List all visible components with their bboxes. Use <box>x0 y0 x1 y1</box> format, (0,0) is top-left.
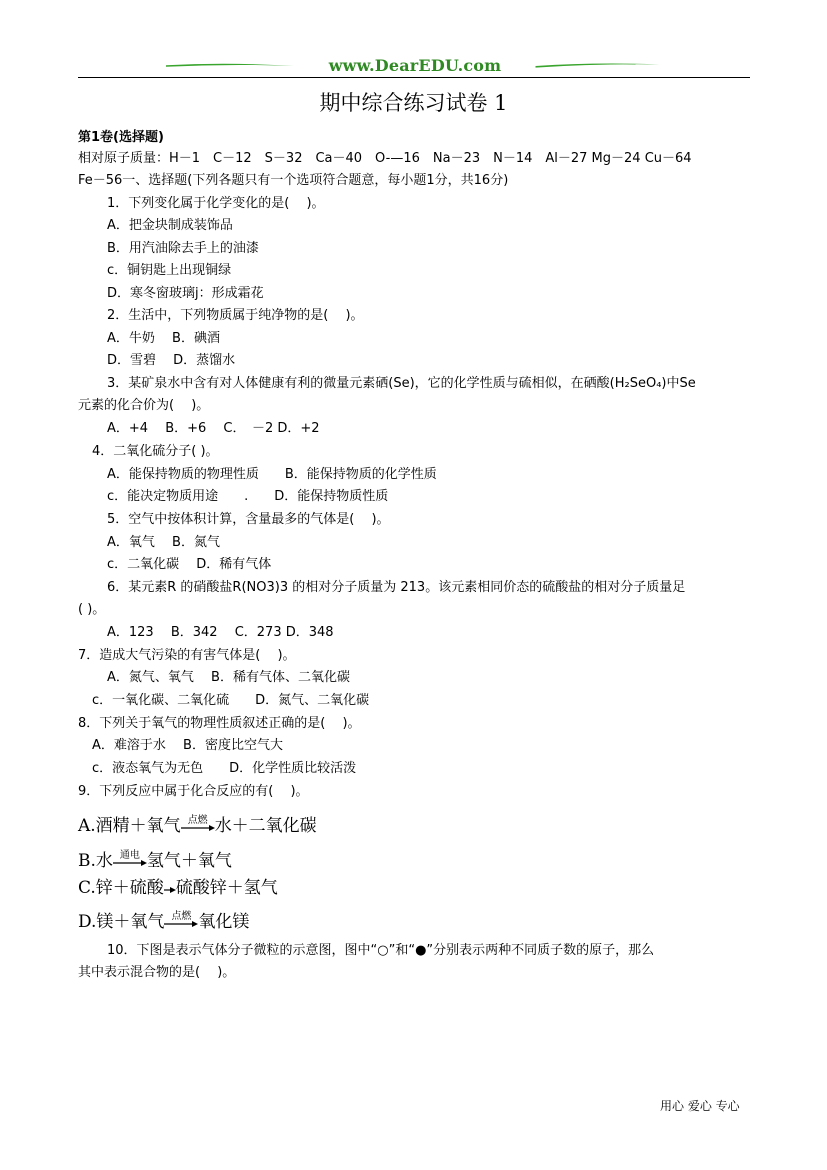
q2-options-cd: D．雪碧 D．蒸馏水 <box>107 353 236 368</box>
q9-option-d <box>78 911 249 933</box>
q1-option-a: A．把金块制成装饰品 <box>107 218 233 233</box>
atomic-mass-line-1: 相对原子质量：H－1 C－12 S－32 Ca－40 O-—16 Na－23 N－14 Al－27 Mg－24 Cu－64 <box>78 151 692 166</box>
q1-option-b: B．用汽油除去手上的油漆 <box>107 241 259 256</box>
q5-options-cd: c．二氧化碳 D．稀有气体 <box>107 557 272 572</box>
q4-options-cd: c．能决定物质用途 . D．能保持物质性质 <box>107 489 389 504</box>
formula-c-left: C.锌＋硫酸 <box>78 878 164 898</box>
page-title: 期中综合练习试卷 1 <box>319 91 508 115</box>
q4-options-ab: A．能保持物质的物理性质 B．能保持物质的化学性质 <box>107 467 437 482</box>
atomic-mass-line-2: Fe－56一、选择题(下列各题只有一个选项符合题意，每小题1分，共16分) <box>78 173 509 188</box>
q2-options-ab: A．牛奶 B．碘酒 <box>107 331 220 346</box>
q9-option-b <box>78 850 232 872</box>
arrow-icon <box>164 880 176 898</box>
arrow-icon <box>181 814 215 836</box>
question-10: 10．下图是表示气体分子微粒的示意图，图中“○”和“●”分别表示两种不同质子数的原子，那么 <box>107 943 655 958</box>
formula-b-left: B.水 <box>78 851 113 871</box>
logo-text: www.DearEDU.com <box>328 56 502 75</box>
q7-options-ab: A．氮气、氧气 B．稀有气体、二氧化碳 <box>107 670 350 685</box>
question-3-cont: 元素的化合价为( )。 <box>78 398 210 413</box>
header-divider <box>78 77 750 78</box>
arrow-icon <box>113 849 147 871</box>
formula-d-right: 氧化镁 <box>198 912 250 932</box>
question-9: 9．下列反应中属于化合反应的有( )。 <box>78 784 309 799</box>
question-1: 1．下列变化属于化学变化的是( )。 <box>107 196 325 211</box>
page-footer: 用心 爱心 专心 <box>660 1099 740 1113</box>
q1-option-d: D．寒冬窗玻璃j：形成霜花 <box>107 286 264 301</box>
q8-options-ab: A．难溶于水 B．密度比空气大 <box>92 738 283 753</box>
q8-options-cd: c．液态氧气为无色 D．化学性质比较活泼 <box>92 761 357 776</box>
formula-c-right: 硫酸锌＋氢气 <box>175 878 278 898</box>
formula-a-left: A.酒精＋氧气 <box>78 816 181 836</box>
question-2: 2．生活中，下列物质属于纯净物的是( )。 <box>107 308 364 323</box>
question-5: 5．空气中按体积计算，含量最多的气体是( )。 <box>107 512 390 527</box>
formula-a-right: 水＋二氧化碳 <box>214 816 317 836</box>
formula-b-right: 氢气＋氧气 <box>146 851 232 871</box>
q9-option-c <box>78 877 278 899</box>
formula-b-condition: 通电 <box>119 849 140 861</box>
question-10-cont: 其中表示混合物的是( )。 <box>78 965 236 980</box>
q1-option-c: c．铜钥匙上出现铜绿 <box>107 263 232 278</box>
q9-option-a <box>78 815 317 837</box>
q3-options: A．+4 B．+6 C． －2 D．+2 <box>107 421 320 436</box>
arrow-icon <box>164 910 198 932</box>
formula-a-condition: 点燃 <box>187 814 208 826</box>
question-4: 4．二氧化硫分子( )。 <box>92 444 219 459</box>
q6-options: A．123 B．342 C．273 D．348 <box>107 625 334 640</box>
q7-options-cd: c．一氧化碳、二氧化硫 D．氮气、二氧化碳 <box>92 693 370 708</box>
question-6-cont: ( )。 <box>78 602 106 617</box>
formula-d-condition: 点燃 <box>171 910 192 922</box>
q5-options-ab: A．氧气 B．氮气 <box>107 535 220 550</box>
swoosh-right-icon <box>520 62 675 70</box>
swoosh-left-icon <box>150 62 310 70</box>
formula-d-left: D.镁＋氧气 <box>78 912 165 932</box>
question-7: 7．造成大气污染的有害气体是( )。 <box>78 648 296 663</box>
question-3: 3．某矿泉水中含有对人体健康有利的微量元素硒(Se)，它的化学性质与硫相似，在硒酸(H₂SeO₄)中Se <box>107 376 696 391</box>
question-8: 8．下列关于氧气的物理性质叙述正确的是( )。 <box>78 716 361 731</box>
section-heading: 第1卷(选择题) <box>78 130 164 145</box>
site-logo <box>150 56 675 78</box>
question-6: 6．某元素R 的硝酸盐R(NO3)3 的相对分子质量为 213。该元素相同价态的硫酸盐的相对分子质量足 <box>107 580 686 595</box>
